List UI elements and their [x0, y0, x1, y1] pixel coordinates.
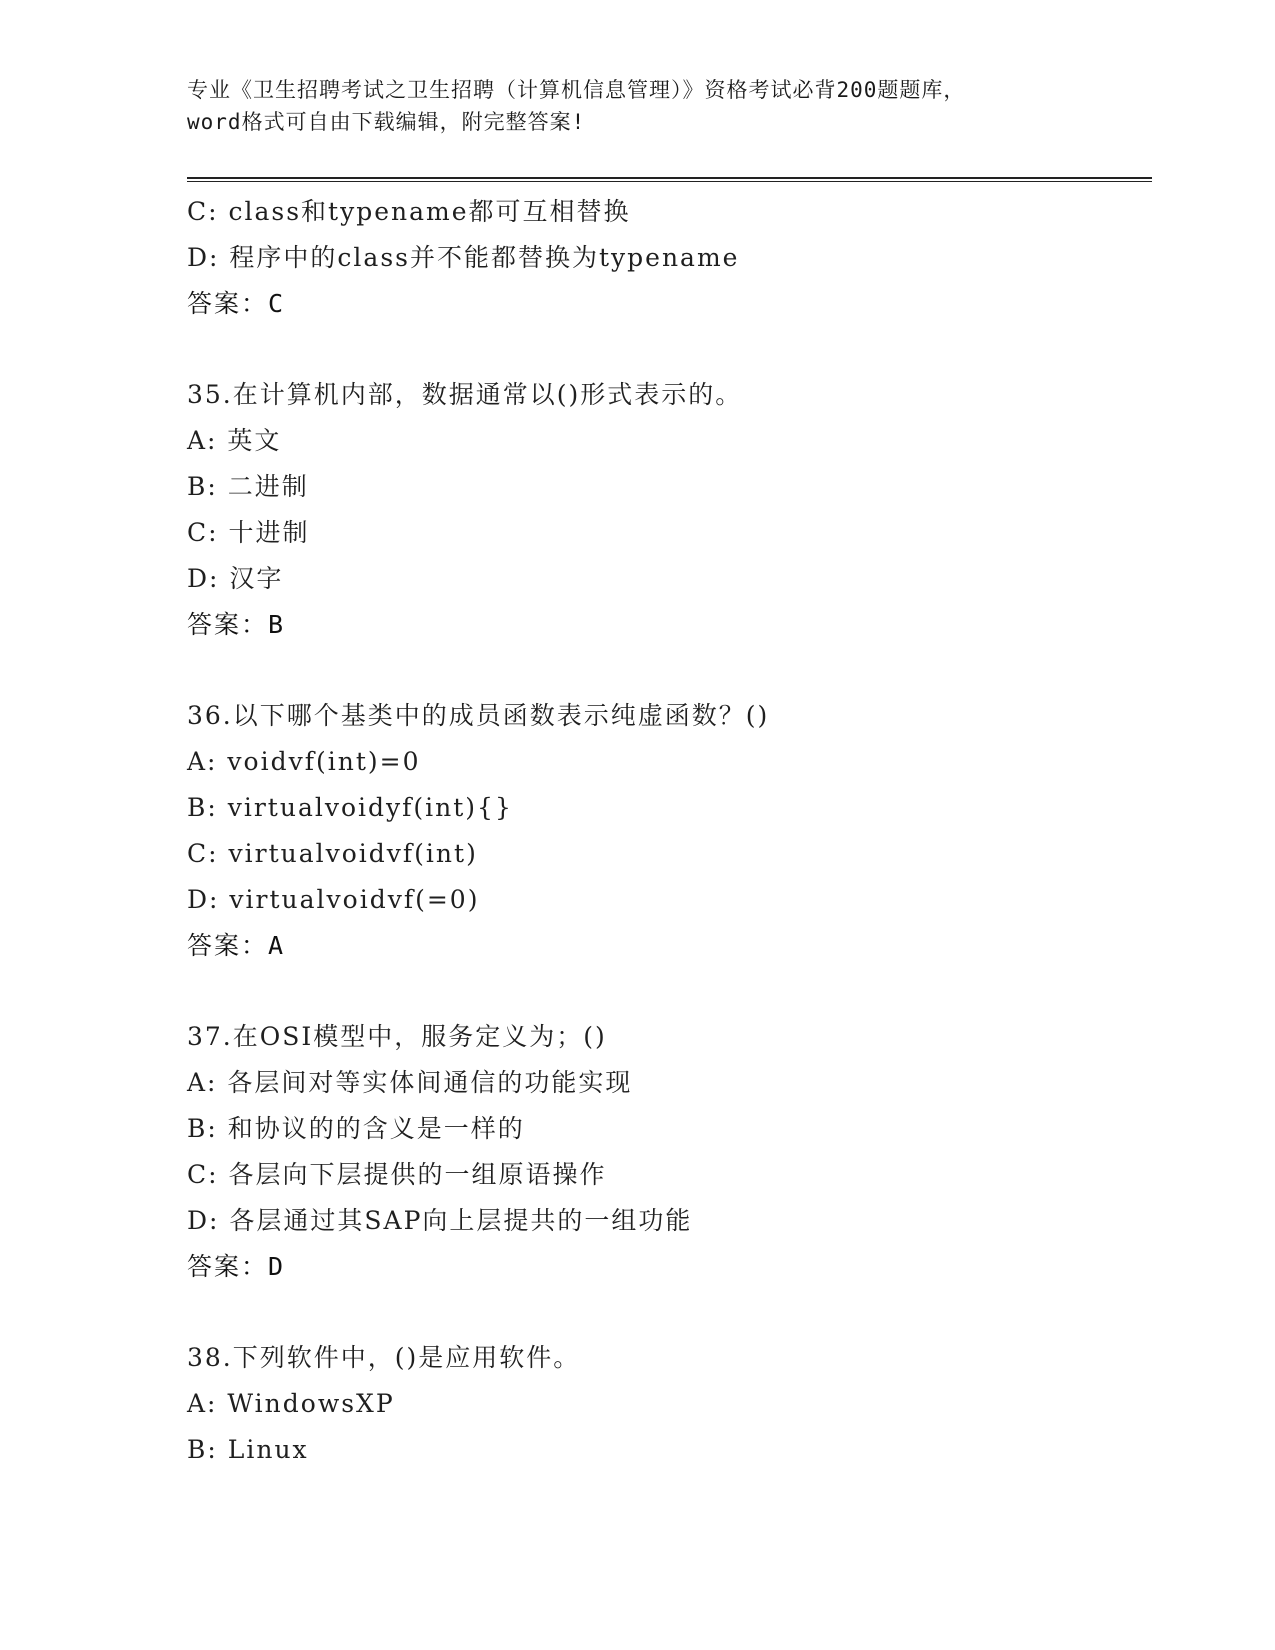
header-line-1: 专业《卫生招聘考试之卫生招聘（计算机信息管理）》资格考试必背200题题库，: [187, 78, 966, 102]
option-c: C: 十进制: [187, 518, 310, 547]
document-header: [187, 74, 1087, 138]
option-a: A: 各层间对等实体间通信的功能实现: [187, 1068, 633, 1097]
option-c: C: virtualvoidvf(int): [187, 839, 478, 868]
question-stem: 36.以下哪个基类中的成员函数表示纯虚函数？(): [187, 701, 770, 730]
option-a: A: 英文: [187, 426, 282, 455]
question-continued: [187, 189, 1152, 327]
option-c: C: class和typename都可互相替换: [187, 197, 631, 226]
question-35: [187, 372, 1152, 648]
option-a: A: voidvf(int)=0: [187, 747, 421, 776]
spacer: [187, 648, 1152, 693]
option-d: D: virtualvoidvf(=0): [187, 885, 480, 914]
header-divider-thick: [187, 177, 1152, 179]
option-d: D: 程序中的class并不能都替换为typename: [187, 243, 740, 272]
option-b: B: Linux: [187, 1435, 309, 1464]
question-stem: 35.在计算机内部，数据通常以()形式表示的。: [187, 380, 743, 409]
header-line-2: word格式可自由下载编辑，附完整答案!: [187, 110, 586, 134]
question-stem: 37.在OSI模型中，服务定义为；(): [187, 1022, 607, 1051]
question-37: [187, 1014, 1152, 1290]
question-36: [187, 693, 1152, 969]
question-list: [187, 189, 1152, 1473]
option-c: C: 各层向下层提供的一组原语操作: [187, 1160, 607, 1189]
question-stem: 38.下列软件中，()是应用软件。: [187, 1343, 581, 1372]
option-b: B: 二进制: [187, 472, 309, 501]
spacer: [187, 1290, 1152, 1335]
answer-line: 答案：B: [187, 610, 286, 639]
option-d: D: 汉字: [187, 564, 284, 593]
answer-line: 答案：D: [187, 1252, 286, 1281]
option-b: B: 和协议的的含义是一样的: [187, 1114, 525, 1143]
option-a: A: WindowsXP: [187, 1389, 395, 1418]
spacer: [187, 327, 1152, 372]
answer-line: 答案：A: [187, 931, 286, 960]
question-38: [187, 1335, 1152, 1473]
option-d: D: 各层通过其SAP向上层提共的一组功能: [187, 1206, 693, 1235]
header-divider-thin: [187, 181, 1152, 182]
spacer: [187, 969, 1152, 1014]
answer-line: 答案：C: [187, 289, 286, 318]
option-b: B: virtualvoidyf(int){}: [187, 793, 513, 822]
